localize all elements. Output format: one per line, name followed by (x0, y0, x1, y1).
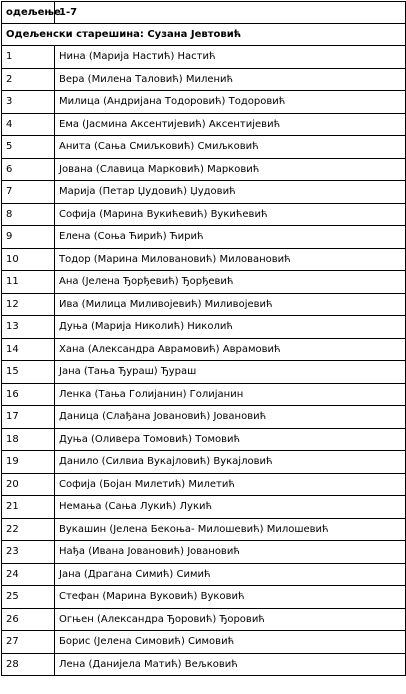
student-name: Хана (Александра Аврамовић) Аврамовић (55, 338, 406, 361)
student-number: 11 (2, 271, 55, 294)
student-name: Софија (Марина Вукићевић) Вукићевић (55, 203, 406, 226)
roster-body (2, 2, 406, 676)
student-row (2, 383, 406, 406)
student-name: Дуња (Марија Николић) Николић (55, 316, 406, 339)
student-number: 28 (2, 653, 55, 676)
student-number: 16 (2, 383, 55, 406)
teacher-line: Одељенски старешина: Сузана Јевтовић (2, 24, 406, 46)
student-row (2, 586, 406, 609)
student-name: Немања (Сања Лукић) Лукић (55, 496, 406, 519)
student-row (2, 293, 406, 316)
student-name: Софија (Бојан Милетић) Милетић (55, 473, 406, 496)
class-value: 1-7 (55, 2, 406, 24)
student-number: 6 (2, 158, 55, 181)
student-number: 5 (2, 136, 55, 159)
class-header-row (2, 2, 406, 24)
student-name: Јана (Драгана Симић) Симић (55, 563, 406, 586)
student-row (2, 136, 406, 159)
student-number: 9 (2, 226, 55, 249)
student-row (2, 91, 406, 114)
student-name: Дуња (Оливера Томовић) Томовић (55, 428, 406, 451)
student-name: Вукашин (Јелена Бекоња- Милошевић) Милошевић (55, 518, 406, 541)
student-row (2, 451, 406, 474)
student-row (2, 361, 406, 384)
student-number: 1 (2, 46, 55, 69)
student-row (2, 181, 406, 204)
student-row (2, 226, 406, 249)
student-row (2, 473, 406, 496)
student-number: 2 (2, 68, 55, 91)
student-row (2, 406, 406, 429)
student-row (2, 496, 406, 519)
student-number: 7 (2, 181, 55, 204)
student-number: 27 (2, 631, 55, 654)
student-number: 4 (2, 113, 55, 136)
student-row (2, 46, 406, 69)
student-number: 25 (2, 586, 55, 609)
student-name: Борис (Јелена Симовић) Симовић (55, 631, 406, 654)
student-number: 8 (2, 203, 55, 226)
student-number: 21 (2, 496, 55, 519)
student-number: 17 (2, 406, 55, 429)
student-number: 23 (2, 541, 55, 564)
class-roster-table (1, 1, 406, 676)
student-number: 13 (2, 316, 55, 339)
student-row (2, 653, 406, 676)
student-name: Марија (Петар Џудовић) Џудовић (55, 181, 406, 204)
student-number: 22 (2, 518, 55, 541)
student-name: Нађа (Ивана Јовановић) Јовановић (55, 541, 406, 564)
student-name: Лена (Данијела Матић) Вељковић (55, 653, 406, 676)
student-row (2, 563, 406, 586)
student-name: Стефан (Марина Вуковић) Вуковић (55, 586, 406, 609)
student-name: Јована (Славица Марковић) Марковић (55, 158, 406, 181)
student-row (2, 248, 406, 271)
student-row (2, 68, 406, 91)
student-name: Вера (Милена Таловић) Миленић (55, 68, 406, 91)
student-number: 26 (2, 608, 55, 631)
student-row (2, 316, 406, 339)
student-number: 10 (2, 248, 55, 271)
class-label: одељење (2, 2, 55, 24)
student-number: 24 (2, 563, 55, 586)
student-row (2, 271, 406, 294)
student-number: 14 (2, 338, 55, 361)
student-name: Ана (Јелена Ђорђевић) Ђорђевић (55, 271, 406, 294)
student-name: Тодор (Марина Миловановић) Миловановић (55, 248, 406, 271)
student-number: 19 (2, 451, 55, 474)
student-name: Елена (Соња Ћирић) Ћирић (55, 226, 406, 249)
student-row (2, 203, 406, 226)
student-row (2, 518, 406, 541)
student-row (2, 608, 406, 631)
student-name: Ема (Јасмина Аксентијевић) Аксентијевић (55, 113, 406, 136)
student-row (2, 113, 406, 136)
student-name: Ленка (Тања Голијанин) Голијанин (55, 383, 406, 406)
student-row (2, 338, 406, 361)
student-row (2, 541, 406, 564)
student-name: Ива (Милица Миливојевић) Миливојевић (55, 293, 406, 316)
student-number: 12 (2, 293, 55, 316)
student-name: Данило (Силвиа Вукајловић) Вукајловић (55, 451, 406, 474)
student-name: Анита (Сања Смиљковић) Смиљковић (55, 136, 406, 159)
student-number: 20 (2, 473, 55, 496)
student-row (2, 428, 406, 451)
student-name: Милица (Андријана Тодоровић) Тодоровић (55, 91, 406, 114)
student-number: 3 (2, 91, 55, 114)
student-number: 18 (2, 428, 55, 451)
teacher-row (2, 24, 406, 46)
student-name: Даница (Слађана Јовановић) Јовановић (55, 406, 406, 429)
student-name: Јана (Тања Ђураш) Ђураш (55, 361, 406, 384)
student-row (2, 631, 406, 654)
student-number: 15 (2, 361, 55, 384)
student-name: Огњен (Александра Ђоровић) Ђоровић (55, 608, 406, 631)
student-name: Нина (Марија Настић) Настић (55, 46, 406, 69)
student-row (2, 158, 406, 181)
